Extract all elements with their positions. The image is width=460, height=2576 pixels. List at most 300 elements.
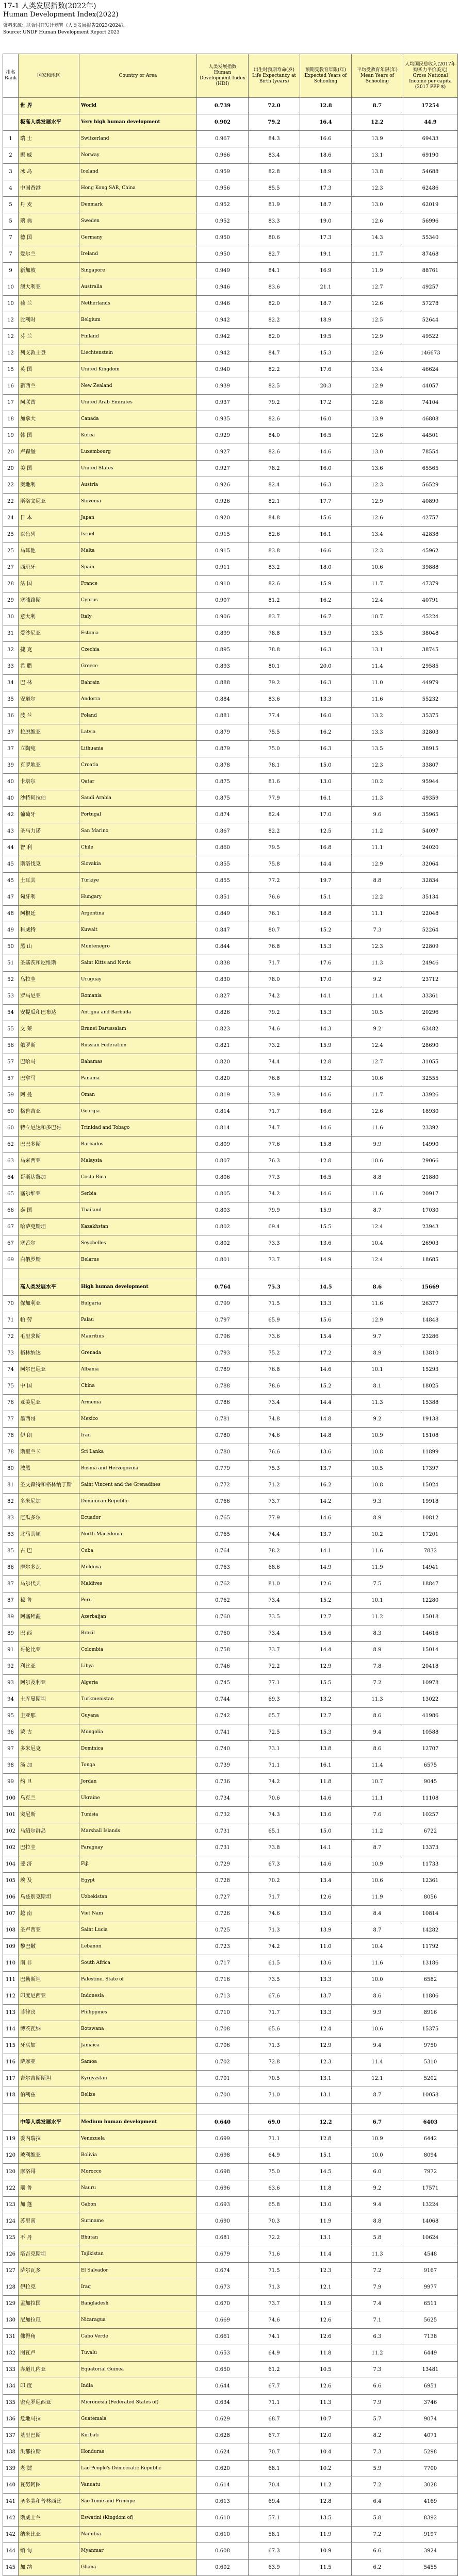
country-name-en: Bangladesh [79, 2296, 197, 2312]
hdi-value: 0.634 [197, 2395, 249, 2411]
hdi-value: 0.693 [197, 2197, 249, 2213]
table-row [3, 2543, 458, 2560]
spacer-cell [352, 2104, 403, 2114]
mean-schooling-value: 11.7 [352, 246, 403, 263]
table-row [3, 2197, 458, 2213]
table-row [3, 1329, 458, 1345]
gni-value: 9045 [403, 1774, 458, 1790]
mean-schooling-value: 12.4 [352, 1038, 403, 1054]
country-name-en: Japan [79, 510, 197, 527]
country-name-en: China [79, 1378, 197, 1395]
hdi-value: 0.820 [197, 1071, 249, 1087]
country-name-cn: 高人类发展水平 [19, 1279, 79, 1296]
rank-cell: 43 [3, 823, 19, 840]
hdi-value: 0.826 [197, 1005, 249, 1021]
country-name-en: Brazil [79, 1625, 197, 1642]
expected-schooling-value: 12.9 [300, 2038, 352, 2054]
country-name-cn: 毛里求斯 [19, 1329, 79, 1345]
gni-value: 13481 [403, 2362, 458, 2378]
expected-schooling-value: 15.6 [300, 510, 352, 527]
country-name-cn: 伊 朗 [19, 1428, 79, 1444]
table-row [3, 2362, 458, 2378]
expected-schooling-value: 15.3 [300, 939, 352, 955]
gni-value: 45962 [403, 543, 458, 560]
mean-schooling-value: 13.8 [352, 164, 403, 180]
rank-cell: 102 [3, 1840, 19, 1856]
hdi-value: 0.739 [197, 1757, 249, 1774]
group-row [3, 1279, 458, 1296]
table-row [3, 1774, 458, 1790]
expected-schooling-value: 16.8 [300, 840, 352, 856]
table-row [3, 246, 458, 263]
life-expectancy-value: 82.4 [249, 477, 300, 494]
expected-schooling-value: 14.6 [300, 1790, 352, 1807]
country-name-cn: 比利时 [19, 312, 79, 329]
mean-schooling-value: 9.2 [352, 1411, 403, 1428]
rank-cell: 57 [3, 1054, 19, 1071]
country-name-cn: 乌克兰 [19, 1790, 79, 1807]
hdi-value: 0.915 [197, 543, 249, 560]
mean-schooling-value: 11.7 [352, 576, 403, 592]
life-expectancy-value: 84.7 [249, 345, 300, 362]
country-name-en: Jamaica [79, 2038, 197, 2054]
table-row [3, 774, 458, 790]
life-expectancy-value: 82.0 [249, 329, 300, 345]
country-name-en: Venezuela [79, 2131, 197, 2147]
hdi-value: 0.844 [197, 939, 249, 955]
country-name-cn: 罗马尼亚 [19, 988, 79, 1005]
mean-schooling-value: 7.9 [352, 2279, 403, 2296]
country-name-cn: 澳大利亚 [19, 279, 79, 296]
expected-schooling-value: 16.3 [300, 741, 352, 757]
life-expectancy-value: 70.6 [249, 1790, 300, 1807]
rank-cell: 30 [3, 609, 19, 625]
life-expectancy-value: 73.9 [249, 1087, 300, 1104]
mean-schooling-value: 7.2 [352, 2527, 403, 2543]
hdi-value: 0.629 [197, 2411, 249, 2428]
country-name-cn: 赤道几内亚 [19, 2362, 79, 2378]
expected-schooling-value: 14.5 [300, 1279, 352, 1296]
rank-cell: 142 [3, 2527, 19, 2543]
country-name-cn: 丹 麦 [19, 197, 79, 213]
country-name-cn: 印度尼西亚 [19, 1988, 79, 2005]
header-country-en: Country or Area [79, 54, 197, 98]
hdi-value: 0.911 [197, 560, 249, 576]
country-name-en: Guatemala [79, 2411, 197, 2428]
mean-schooling-value: 7.2 [352, 2263, 403, 2279]
rank-cell: 5 [3, 197, 19, 213]
table-row [3, 1021, 458, 1038]
gni-value: 6951 [403, 2378, 458, 2395]
life-expectancy-value: 85.5 [249, 180, 300, 197]
country-name-en: Vanuatu [79, 2477, 197, 2494]
country-name-cn: 卢森堡 [19, 444, 79, 461]
expected-schooling-value: 12.6 [300, 2312, 352, 2329]
gni-value: 63482 [403, 1021, 458, 1038]
mean-schooling-value: 11.6 [352, 691, 403, 708]
life-expectancy-value: 73.7 [249, 1642, 300, 1658]
rank-cell: 129 [3, 2296, 19, 2312]
rank-cell: 2 [3, 147, 19, 164]
rank-cell: 18 [3, 411, 19, 428]
life-expectancy-value: 76.1 [249, 906, 300, 922]
expected-schooling-value: 17.3 [300, 230, 352, 246]
rank-cell: 62 [3, 1137, 19, 1153]
country-name-en: Slovenia [79, 494, 197, 510]
hdi-value: 0.884 [197, 691, 249, 708]
spacer-cell [403, 1268, 458, 1279]
country-name-en: Kiribati [79, 2428, 197, 2444]
country-name-en: Saudi Arabia [79, 790, 197, 807]
country-name-en: France [79, 576, 197, 592]
hdi-value: 0.706 [197, 2038, 249, 2054]
rank-cell: 25 [3, 527, 19, 543]
rank-cell: 59 [3, 1087, 19, 1104]
life-expectancy-value: 65.8 [249, 2197, 300, 2213]
life-expectancy-value: 73.3 [249, 1235, 300, 1252]
country-name-cn: 玻利维亚 [19, 2147, 79, 2164]
expected-schooling-value: 15.9 [300, 625, 352, 642]
country-name-en: Luxembourg [79, 444, 197, 461]
country-name-cn: 中等人类发展水平 [19, 2114, 79, 2131]
gni-value: 29585 [403, 658, 458, 675]
gni-value: 15024 [403, 1477, 458, 1494]
rank-cell: 67 [3, 1219, 19, 1235]
country-name-cn: 日 本 [19, 510, 79, 527]
life-expectancy-value: 78.8 [249, 625, 300, 642]
country-name-cn: 匈牙利 [19, 889, 79, 906]
table-row [3, 1312, 458, 1329]
gni-value: 10624 [403, 2230, 458, 2246]
country-name-en: Thailand [79, 1202, 197, 1219]
hdi-value: 0.690 [197, 2213, 249, 2230]
table-row [3, 972, 458, 988]
gni-value: 17030 [403, 1202, 458, 1219]
gni-value: 40899 [403, 494, 458, 510]
life-expectancy-value: 65.6 [249, 2021, 300, 2038]
mean-schooling-value: 11.2 [352, 1609, 403, 1625]
mean-schooling-value: 5.8 [352, 2230, 403, 2246]
life-expectancy-value: 65.9 [249, 1312, 300, 1329]
gni-value: 6442 [403, 2131, 458, 2147]
mean-schooling-value: 10.4 [352, 1235, 403, 1252]
gni-value: 14941 [403, 1560, 458, 1576]
table-row [3, 329, 458, 345]
country-name-en: Andorra [79, 691, 197, 708]
table-row [3, 840, 458, 856]
gni-value: 46808 [403, 411, 458, 428]
rank-cell: 123 [3, 2197, 19, 2213]
life-expectancy-value: 71.6 [249, 2246, 300, 2263]
mean-schooling-value: 9.9 [352, 2005, 403, 2021]
country-name-cn: 哥伦比亚 [19, 1642, 79, 1658]
country-name-en: Tuvalu [79, 2345, 197, 2362]
expected-schooling-value: 13.6 [300, 1955, 352, 1972]
mean-schooling-value: 8.6 [352, 1708, 403, 1724]
country-name-en: Russian Federation [79, 1038, 197, 1054]
country-name-cn: 特立尼达和多巴哥 [19, 1120, 79, 1137]
rank-cell: 37 [3, 741, 19, 757]
expected-schooling-value: 18.9 [300, 164, 352, 180]
rank-cell: 141 [3, 2494, 19, 2510]
mean-schooling-value: 11.3 [352, 2246, 403, 2263]
gni-value: 9750 [403, 2038, 458, 2054]
hdi-value: 0.608 [197, 2543, 249, 2560]
mean-schooling-value: 5.7 [352, 2411, 403, 2428]
table-row [3, 279, 458, 296]
rank-cell: 89 [3, 1609, 19, 1625]
mean-schooling-value: 12.8 [352, 395, 403, 411]
life-expectancy-value: 76.8 [249, 1071, 300, 1087]
rank-cell: 117 [3, 2071, 19, 2087]
table-row [3, 1219, 458, 1235]
life-expectancy-value: 83.8 [249, 543, 300, 560]
rank-cell: 85 [3, 1543, 19, 1560]
table-row [3, 1823, 458, 1840]
country-name-en: Ghana [79, 2560, 197, 2576]
country-name-en: Saint Lucia [79, 1922, 197, 1939]
life-expectancy-value: 82.4 [249, 807, 300, 823]
gni-value: 49522 [403, 329, 458, 345]
mean-schooling-value: 11.9 [352, 1560, 403, 1576]
table-row [3, 2164, 458, 2180]
rank-cell: 54 [3, 1005, 19, 1021]
mean-schooling-value: 6.2 [352, 2560, 403, 2576]
country-name-en: Marshall Islands [79, 1823, 197, 1840]
hdi-value: 0.698 [197, 2164, 249, 2180]
mean-schooling-value: 10.6 [352, 1873, 403, 1889]
expected-schooling-value: 16.0 [300, 411, 352, 428]
table-row [3, 543, 458, 560]
mean-schooling-value: 12.3 [352, 757, 403, 774]
country-name-cn: 加 纳 [19, 2560, 79, 2576]
rank-cell: 120 [3, 2164, 19, 2180]
country-name-cn: 不 丹 [19, 2230, 79, 2246]
expected-schooling-value: 12.8 [300, 98, 352, 114]
gni-value: 10058 [403, 2087, 458, 2104]
hdi-value: 0.765 [197, 1527, 249, 1543]
mean-schooling-value: 13.2 [352, 708, 403, 724]
country-name-cn: 世 界 [19, 98, 79, 114]
country-name-en: Equatorial Guinea [79, 2362, 197, 2378]
country-name-en: Spain [79, 560, 197, 576]
country-name-en: Indonesia [79, 1988, 197, 2005]
gni-value: 10978 [403, 1675, 458, 1691]
life-expectancy-value: 78.1 [249, 757, 300, 774]
table-row [3, 1708, 458, 1724]
country-name-cn: 加拿大 [19, 411, 79, 428]
hdi-value: 0.849 [197, 906, 249, 922]
mean-schooling-value: 7.2 [352, 1675, 403, 1691]
hdi-value: 0.821 [197, 1038, 249, 1054]
country-name-en: Albania [79, 1362, 197, 1378]
gni-value: 14848 [403, 1312, 458, 1329]
life-expectancy-value: 67.7 [249, 2378, 300, 2395]
life-expectancy-value: 71.1 [249, 1757, 300, 1774]
gni-value: 14616 [403, 1625, 458, 1642]
expected-schooling-value: 21.1 [300, 279, 352, 296]
country-name-en: Kyrgyzstan [79, 2071, 197, 2087]
table-row [3, 922, 458, 939]
country-name-cn: 伊拉克 [19, 2279, 79, 2296]
hdi-value: 0.823 [197, 1021, 249, 1038]
life-expectancy-value: 71.1 [249, 2395, 300, 2411]
table-row [3, 213, 458, 230]
country-name-cn: 巴拿马 [19, 1071, 79, 1087]
table-row [3, 1411, 458, 1428]
country-name-en: Botswana [79, 2021, 197, 2038]
table-row [3, 1609, 458, 1625]
hdi-value: 0.727 [197, 1889, 249, 1906]
mean-schooling-value: 9.2 [352, 2180, 403, 2197]
expected-schooling-value: 16.4 [300, 114, 352, 131]
country-name-cn: 奥地利 [19, 477, 79, 494]
mean-schooling-value: 10.8 [352, 1477, 403, 1494]
country-name-cn: 洪都拉斯 [19, 2444, 79, 2461]
country-name-en: Morocco [79, 2164, 197, 2180]
expected-schooling-value: 15.9 [300, 1038, 352, 1054]
life-expectancy-value: 68.7 [249, 2411, 300, 2428]
hdi-value: 0.758 [197, 1642, 249, 1658]
country-name-cn: 越 南 [19, 1906, 79, 1922]
expected-schooling-value: 13.3 [300, 2005, 352, 2021]
rank-cell: 78 [3, 1444, 19, 1461]
spacer-cell [249, 1268, 300, 1279]
country-name-en: Bahamas [79, 1054, 197, 1071]
life-expectancy-value: 77.9 [249, 790, 300, 807]
mean-schooling-value: 8.9 [352, 1642, 403, 1658]
gni-value: 9074 [403, 2411, 458, 2428]
hdi-value: 0.766 [197, 1494, 249, 1510]
source-note-en: Source: UNDP Human Development Report 2023 [3, 30, 120, 35]
table-row [3, 1856, 458, 1873]
rank-cell: 83 [3, 1527, 19, 1543]
mean-schooling-value: 11.3 [352, 1395, 403, 1411]
country-name-cn: 萨尔瓦多 [19, 2263, 79, 2279]
hdi-value: 0.838 [197, 955, 249, 972]
gni-value: 35134 [403, 889, 458, 906]
country-name-en: Germany [79, 230, 197, 246]
country-name-en: Malta [79, 543, 197, 560]
life-expectancy-value: 71.7 [249, 1104, 300, 1120]
country-name-en: El Salvador [79, 2263, 197, 2279]
life-expectancy-value: 82.7 [249, 246, 300, 263]
country-name-cn: 基里巴斯 [19, 2428, 79, 2444]
country-name-en: Italy [79, 609, 197, 625]
life-expectancy-value: 78.0 [249, 972, 300, 988]
gni-value: 4169 [403, 2494, 458, 2510]
country-name-en: Saint Vincent and the Grenadines [79, 1477, 197, 1494]
life-expectancy-value: 79.2 [249, 114, 300, 131]
life-expectancy-value: 71.3 [249, 2038, 300, 2054]
hdi-value: 0.874 [197, 807, 249, 823]
country-name-en: Oman [79, 1087, 197, 1104]
life-expectancy-value: 77.3 [249, 1170, 300, 1186]
hdi-value: 0.763 [197, 1560, 249, 1576]
country-name-en: Palau [79, 1312, 197, 1329]
hdi-value: 0.744 [197, 1691, 249, 1708]
hdi-value: 0.807 [197, 1153, 249, 1170]
country-name-cn: 阿尔及利亚 [19, 1675, 79, 1691]
rank-cell: 134 [3, 2378, 19, 2395]
table-row [3, 2494, 458, 2510]
gni-value: 12707 [403, 1741, 458, 1757]
group-row [3, 98, 458, 114]
hdi-value: 0.950 [197, 230, 249, 246]
expected-schooling-value: 13.3 [300, 691, 352, 708]
table-row [3, 1494, 458, 1510]
country-name-en: Brunei Darussalam [79, 1021, 197, 1038]
life-expectancy-value: 82.8 [249, 164, 300, 180]
life-expectancy-value: 73.7 [249, 1494, 300, 1510]
hdi-value: 0.624 [197, 2444, 249, 2461]
rank-cell: 5 [3, 213, 19, 230]
rank-cell: 48 [3, 906, 19, 922]
life-expectancy-value: 76.6 [249, 1444, 300, 1461]
table-row [3, 197, 458, 213]
mean-schooling-value: 13.4 [352, 362, 403, 378]
hdi-value: 0.717 [197, 1955, 249, 1972]
gni-value: 56996 [403, 213, 458, 230]
life-expectancy-value: 73.4 [249, 1395, 300, 1411]
rank-cell: 45 [3, 856, 19, 873]
country-name-en: Belize [79, 2087, 197, 2104]
gni-value: 23286 [403, 1329, 458, 1345]
hdi-value: 0.950 [197, 246, 249, 263]
country-name-en: Jordan [79, 1774, 197, 1790]
table-row [3, 1477, 458, 1494]
table-row [3, 2279, 458, 2296]
rank-cell: 81 [3, 1477, 19, 1494]
expected-schooling-value: 14.6 [300, 1087, 352, 1104]
country-name-en: Norway [79, 147, 197, 164]
hdi-value: 0.789 [197, 1362, 249, 1378]
life-expectancy-value: 69.4 [249, 2494, 300, 2510]
expected-schooling-value: 12.5 [300, 823, 352, 840]
rank-cell: 137 [3, 2428, 19, 2444]
hdi-value: 0.716 [197, 1972, 249, 1988]
rank-cell: 112 [3, 1988, 19, 2005]
table-row [3, 2005, 458, 2021]
country-name-en: Paraguay [79, 1840, 197, 1856]
rank-cell: 93 [3, 1675, 19, 1691]
expected-schooling-value: 14.4 [300, 1395, 352, 1411]
country-name-cn: 突尼斯 [19, 1807, 79, 1823]
country-name-en: Ecuador [79, 1510, 197, 1527]
life-expectancy-value: 74.1 [249, 2329, 300, 2345]
mean-schooling-value: 9.4 [352, 2038, 403, 2054]
gni-value: 42838 [403, 527, 458, 543]
country-name-cn: 古 巴 [19, 1543, 79, 1560]
mean-schooling-value: 7.4 [352, 2296, 403, 2312]
rank-cell: 135 [3, 2395, 19, 2411]
country-name-en: Maldives [79, 1576, 197, 1592]
country-name-cn: 圣基茨和尼维斯 [19, 955, 79, 972]
country-name-en: Costa Rica [79, 1170, 197, 1186]
gni-value: 95944 [403, 774, 458, 790]
country-name-cn: 秘 鲁 [19, 1592, 79, 1609]
gni-value: 24946 [403, 955, 458, 972]
country-name-en: Lithuania [79, 741, 197, 757]
table-row [3, 1170, 458, 1186]
gni-value: 65565 [403, 461, 458, 477]
table-row [3, 477, 458, 494]
gni-value: 7138 [403, 2329, 458, 2345]
rank-cell: 22 [3, 477, 19, 494]
country-name-cn: 危地马拉 [19, 2411, 79, 2428]
country-name-cn: 蒙 古 [19, 1724, 79, 1741]
life-expectancy-value: 81.9 [249, 197, 300, 213]
